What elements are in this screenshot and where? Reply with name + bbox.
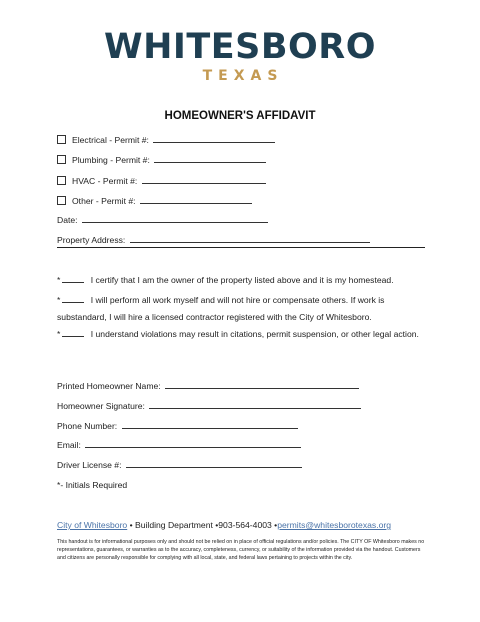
footer-separator: • Building Department • — [127, 520, 219, 530]
permit-label: Plumbing - Permit #: — [72, 155, 150, 165]
field-label: Email: — [57, 440, 81, 450]
permit-label: HVAC - Permit #: — [72, 176, 138, 186]
field-label: Homeowner Signature: — [57, 401, 145, 411]
footer-phone: 903-564-4003 — [218, 520, 272, 530]
email-row — [57, 439, 301, 451]
hvac-checkbox[interactable] — [57, 176, 66, 185]
address-blank[interactable] — [130, 234, 370, 243]
initial-marker: * — [57, 275, 61, 285]
statement-text: I understand violations may result in citations, permit suspension, or other legal action. — [90, 329, 419, 339]
date-row — [57, 214, 268, 226]
field-label: Printed Homeowner Name: — [57, 381, 161, 391]
statement-text: I certify that I am the owner of the property listed above and it is my homestead. — [90, 275, 394, 285]
footer-contact — [57, 520, 391, 530]
permit-hvac-row — [57, 175, 266, 187]
initial-marker: * — [57, 295, 61, 305]
other-checkbox[interactable] — [57, 196, 66, 205]
date-label: Date: — [57, 215, 78, 225]
city-link[interactable]: City of Whitesboro — [57, 520, 128, 530]
disclaimer-text: This handout is for informational purposes only and should not be relied on in place of official regulations and/or policies. The CITY OF Whitesboro makes no representations, guarantees, or warranties as to the accuracy, completeness, currency, or suitability of the information provided via the handout. Customers and citizens are personally responsible for complying with all local, state, and federal laws pertaining to projects within the city. — [57, 539, 425, 561]
address-row — [57, 234, 370, 246]
driver-license-row — [57, 459, 302, 471]
plumbing-permit-blank[interactable] — [154, 154, 266, 163]
date-blank[interactable] — [82, 214, 268, 223]
city-logo — [0, 28, 480, 84]
initial-blank[interactable] — [62, 274, 84, 283]
permit-label: Electrical - Permit #: — [72, 135, 149, 145]
initial-blank[interactable] — [62, 328, 84, 337]
hvac-permit-blank[interactable] — [142, 175, 266, 184]
phone-blank[interactable] — [122, 420, 298, 429]
footer-separator: • — [271, 520, 278, 530]
printed-name-row — [57, 380, 359, 392]
logo-subtitle: TEXAS — [202, 68, 284, 84]
email-blank[interactable] — [85, 439, 301, 448]
address-label: Property Address: — [57, 235, 126, 245]
initial-marker: * — [57, 329, 61, 339]
permit-electrical-row — [57, 134, 275, 146]
permit-label: Other - Permit #: — [72, 196, 136, 206]
statement-2 — [57, 292, 429, 326]
section-divider — [57, 247, 425, 248]
initials-note: *- Initials Required — [57, 480, 128, 490]
permit-other-row — [57, 195, 252, 207]
permit-plumbing-row — [57, 154, 266, 166]
initial-blank[interactable] — [62, 294, 84, 303]
plumbing-checkbox[interactable] — [57, 155, 66, 164]
statement-1 — [57, 272, 429, 289]
field-label: Driver License #: — [57, 460, 122, 470]
logo-name: WHITESBORO — [103, 27, 377, 67]
driver-license-blank[interactable] — [126, 459, 302, 468]
logo-wordmark — [104, 28, 376, 66]
phone-row — [57, 420, 298, 432]
printed-name-blank[interactable] — [165, 380, 359, 389]
document-title: HOMEOWNER'S AFFIDAVIT — [164, 110, 316, 122]
statement-text: I will perform all work myself and will not hire or compensate others. If work is substandard, I will hire a licensed contractor registered with the City of Whitesboro. — [57, 295, 385, 322]
statement-3 — [57, 326, 429, 343]
field-label: Phone Number: — [57, 421, 118, 431]
signature-blank[interactable] — [149, 400, 361, 409]
email-link[interactable]: permits@whitesborotexas.org — [277, 520, 392, 530]
electrical-permit-blank[interactable] — [153, 134, 275, 143]
other-permit-blank[interactable] — [140, 195, 252, 204]
signature-row — [57, 400, 361, 412]
electrical-checkbox[interactable] — [57, 135, 66, 144]
